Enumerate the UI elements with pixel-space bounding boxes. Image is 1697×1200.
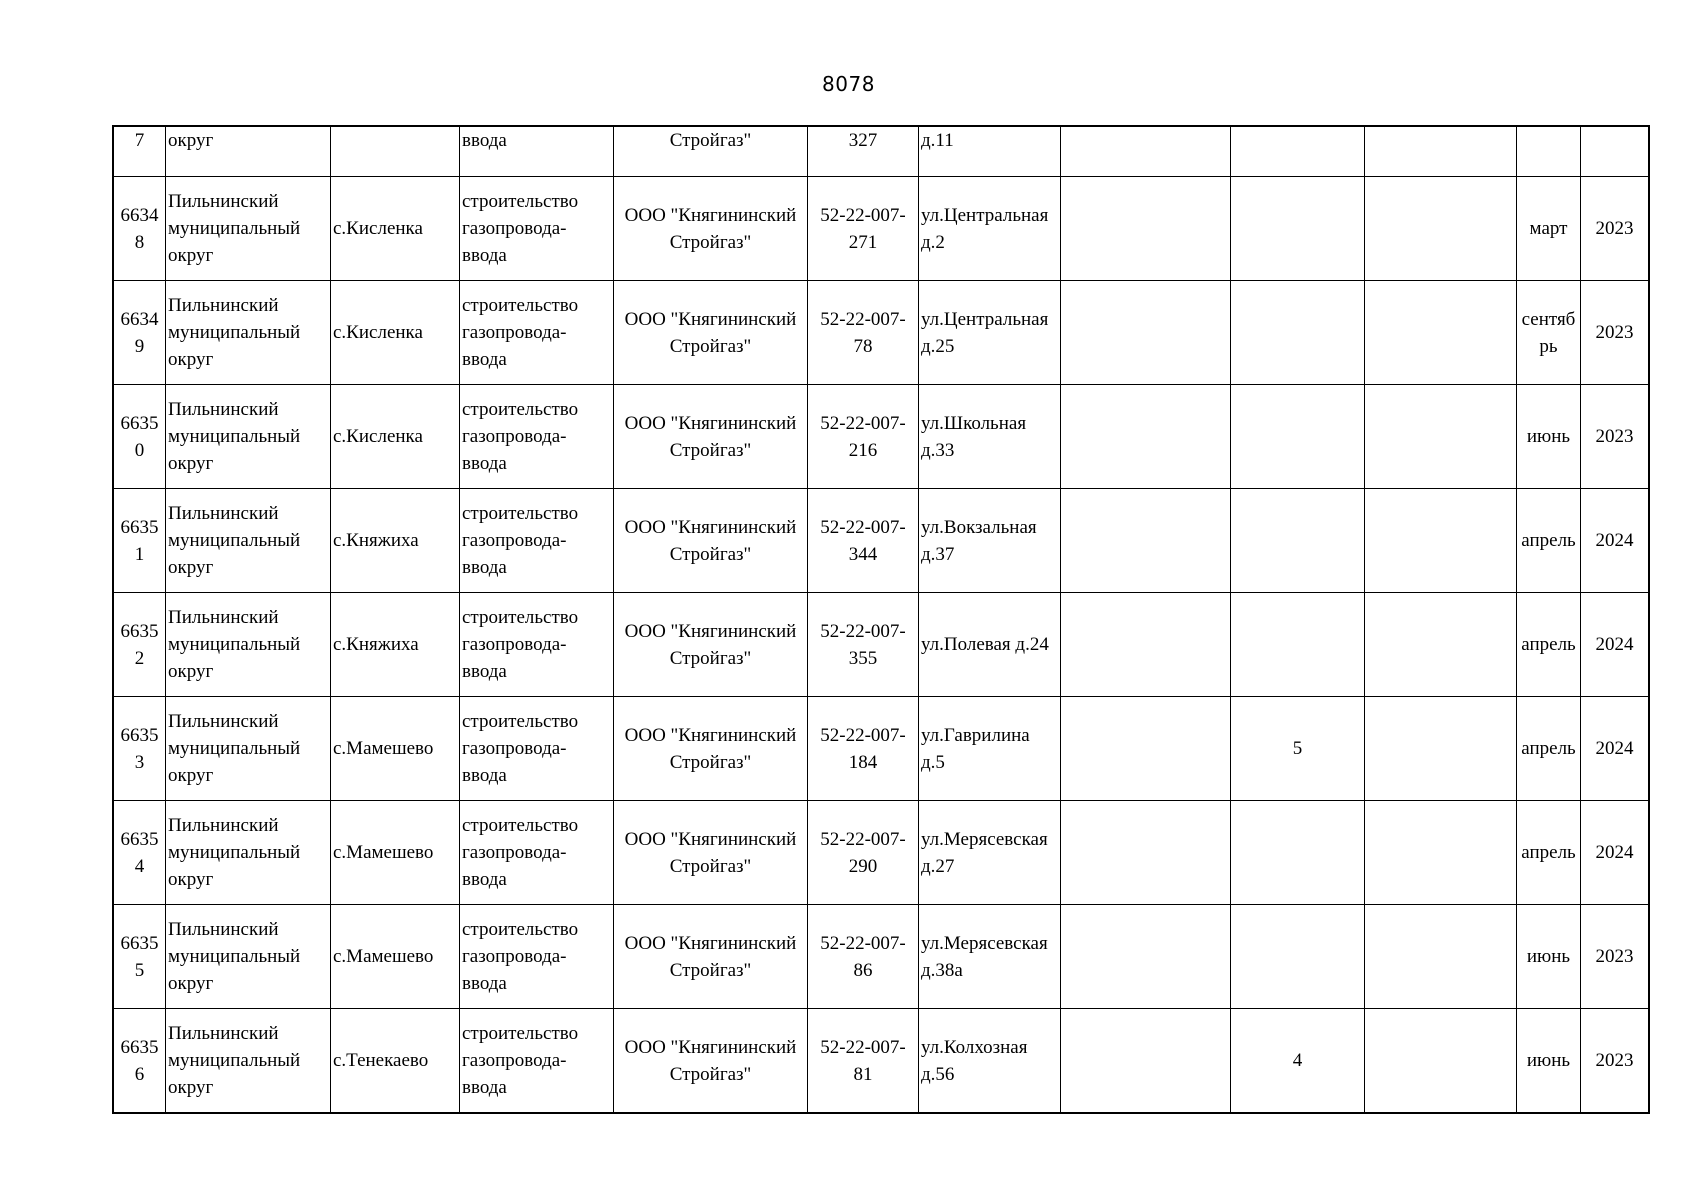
settlement-cell	[331, 127, 460, 177]
address-cell: д.11	[919, 127, 1061, 177]
year-cell	[1581, 127, 1649, 177]
extra-cell-1	[1061, 489, 1231, 593]
address-cell: ул.Полевая д.24	[919, 593, 1061, 697]
contractor-cell: ООО "Княгининский Стройгаз"	[614, 489, 808, 593]
year-cell: 2023	[1581, 385, 1649, 489]
address-cell: ул.Мерясевская д.27	[919, 801, 1061, 905]
work-type-cell: строительство газопровода- ввода	[460, 281, 614, 385]
month-cell	[1517, 127, 1581, 177]
work-type-cell: строительство газопровода- ввода	[460, 905, 614, 1009]
year-cell: 2024	[1581, 593, 1649, 697]
contractor-cell: Стройгаз"	[614, 127, 808, 177]
table-row	[114, 801, 1649, 905]
settlement-cell: с.Мамешево	[331, 697, 460, 801]
address-cell: ул.Центральная д.2	[919, 177, 1061, 281]
contractor-cell: ООО "Княгининский Стройгаз"	[614, 905, 808, 1009]
object-id-cell: 52-22-007- 216	[808, 385, 919, 489]
district-cell: Пильнинский муниципальный округ	[166, 593, 331, 697]
district-cell: Пильнинский муниципальный округ	[166, 489, 331, 593]
year-cell: 2023	[1581, 281, 1649, 385]
table-row	[114, 905, 1649, 1009]
row-number-cell: 6635 5	[114, 905, 166, 1009]
extra-cell-3	[1365, 385, 1517, 489]
extra-cell-3	[1365, 593, 1517, 697]
table-row	[114, 593, 1649, 697]
extra-cell-1	[1061, 281, 1231, 385]
extra-cell-2	[1231, 385, 1365, 489]
work-type-cell: строительство газопровода- ввода	[460, 177, 614, 281]
settlement-cell: с.Мамешево	[331, 801, 460, 905]
object-id-cell: 52-22-007- 290	[808, 801, 919, 905]
extra-cell-3	[1365, 697, 1517, 801]
district-cell: Пильнинский муниципальный округ	[166, 281, 331, 385]
month-cell: сентяб рь	[1517, 281, 1581, 385]
extra-cell-3	[1365, 1009, 1517, 1113]
extra-cell-2: 5	[1231, 697, 1365, 801]
extra-cell-3	[1365, 127, 1517, 177]
extra-cell-2	[1231, 177, 1365, 281]
district-cell: Пильнинский муниципальный округ	[166, 385, 331, 489]
table-row	[114, 1009, 1649, 1113]
district-cell: Пильнинский муниципальный округ	[166, 697, 331, 801]
extra-cell-2	[1231, 127, 1365, 177]
extra-cell-1	[1061, 593, 1231, 697]
extra-cell-1	[1061, 127, 1231, 177]
extra-cell-2	[1231, 801, 1365, 905]
contractor-cell: ООО "Княгининский Стройгаз"	[614, 1009, 808, 1113]
extra-cell-2	[1231, 593, 1365, 697]
month-cell: апрель	[1517, 489, 1581, 593]
extra-cell-1	[1061, 905, 1231, 1009]
contractor-cell: ООО "Княгининский Стройгаз"	[614, 385, 808, 489]
settlement-cell: с.Кисленка	[331, 281, 460, 385]
row-number-cell: 6635 4	[114, 801, 166, 905]
row-number-cell: 6634 9	[114, 281, 166, 385]
work-type-cell: ввода	[460, 127, 614, 177]
extra-cell-1	[1061, 697, 1231, 801]
row-number-cell: 6635 6	[114, 1009, 166, 1113]
settlement-cell: с.Княжиха	[331, 593, 460, 697]
table-row	[114, 281, 1649, 385]
extra-cell-1	[1061, 801, 1231, 905]
extra-cell-3	[1365, 801, 1517, 905]
extra-cell-3	[1365, 905, 1517, 1009]
object-id-cell: 52-22-007- 271	[808, 177, 919, 281]
extra-cell-2	[1231, 905, 1365, 1009]
extra-cell-2: 4	[1231, 1009, 1365, 1113]
work-type-cell: строительство газопровода- ввода	[460, 489, 614, 593]
contractor-cell: ООО "Княгининский Стройгаз"	[614, 593, 808, 697]
address-cell: ул.Вокзальная д.37	[919, 489, 1061, 593]
page-number: 8078	[822, 72, 875, 96]
month-cell: апрель	[1517, 593, 1581, 697]
district-cell: Пильнинский муниципальный округ	[166, 801, 331, 905]
contractor-cell: ООО "Княгининский Стройгаз"	[614, 281, 808, 385]
contractor-cell: ООО "Княгининский Стройгаз"	[614, 697, 808, 801]
address-cell: ул.Гаврилина д.5	[919, 697, 1061, 801]
year-cell: 2023	[1581, 177, 1649, 281]
table-row	[114, 489, 1649, 593]
object-id-cell: 52-22-007- 81	[808, 1009, 919, 1113]
work-type-cell: строительство газопровода- ввода	[460, 1009, 614, 1113]
month-cell: апрель	[1517, 801, 1581, 905]
extra-cell-3	[1365, 177, 1517, 281]
row-number-cell: 6635 0	[114, 385, 166, 489]
month-cell: июнь	[1517, 905, 1581, 1009]
year-cell: 2024	[1581, 489, 1649, 593]
extra-cell-1	[1061, 385, 1231, 489]
table-row	[114, 177, 1649, 281]
year-cell: 2023	[1581, 905, 1649, 1009]
district-cell: Пильнинский муниципальный округ	[166, 905, 331, 1009]
extra-cell-2	[1231, 489, 1365, 593]
settlement-cell: с.Кисленка	[331, 385, 460, 489]
year-cell: 2024	[1581, 801, 1649, 905]
district-cell: округ	[166, 127, 331, 177]
district-cell: Пильнинский муниципальный округ	[166, 1009, 331, 1113]
year-cell: 2023	[1581, 1009, 1649, 1113]
settlement-cell: с.Тенекаево	[331, 1009, 460, 1113]
district-cell: Пильнинский муниципальный округ	[166, 177, 331, 281]
month-cell: март	[1517, 177, 1581, 281]
work-type-cell: строительство газопровода- ввода	[460, 593, 614, 697]
object-id-cell: 52-22-007- 86	[808, 905, 919, 1009]
object-id-cell: 52-22-007- 184	[808, 697, 919, 801]
extra-cell-1	[1061, 177, 1231, 281]
contractor-cell: ООО "Княгининский Стройгаз"	[614, 801, 808, 905]
settlement-cell: с.Княжиха	[331, 489, 460, 593]
address-cell: ул.Мерясевская д.38а	[919, 905, 1061, 1009]
object-id-cell: 52-22-007- 355	[808, 593, 919, 697]
address-cell: ул.Колхозная д.56	[919, 1009, 1061, 1113]
settlement-cell: с.Кисленка	[331, 177, 460, 281]
extra-cell-2	[1231, 281, 1365, 385]
month-cell: июнь	[1517, 385, 1581, 489]
address-cell: ул.Школьная д.33	[919, 385, 1061, 489]
row-number-cell: 6635 2	[114, 593, 166, 697]
table-row	[114, 385, 1649, 489]
extra-cell-3	[1365, 281, 1517, 385]
work-type-cell: строительство газопровода- ввода	[460, 697, 614, 801]
table-row	[114, 697, 1649, 801]
row-number-cell: 6635 1	[114, 489, 166, 593]
object-id-cell: 52-22-007- 78	[808, 281, 919, 385]
extra-cell-1	[1061, 1009, 1231, 1113]
gas-pipeline-registry-table	[113, 126, 1649, 1113]
table-row-continued	[114, 127, 1649, 177]
work-type-cell: строительство газопровода- ввода	[460, 801, 614, 905]
month-cell: июнь	[1517, 1009, 1581, 1113]
row-number-cell: 7	[114, 127, 166, 177]
extra-cell-3	[1365, 489, 1517, 593]
work-type-cell: строительство газопровода- ввода	[460, 385, 614, 489]
month-cell: апрель	[1517, 697, 1581, 801]
object-id-cell: 52-22-007- 344	[808, 489, 919, 593]
row-number-cell: 6634 8	[114, 177, 166, 281]
settlement-cell: с.Мамешево	[331, 905, 460, 1009]
address-cell: ул.Центральная д.25	[919, 281, 1061, 385]
contractor-cell: ООО "Княгининский Стройгаз"	[614, 177, 808, 281]
object-id-cell: 327	[808, 127, 919, 177]
year-cell: 2024	[1581, 697, 1649, 801]
row-number-cell: 6635 3	[114, 697, 166, 801]
